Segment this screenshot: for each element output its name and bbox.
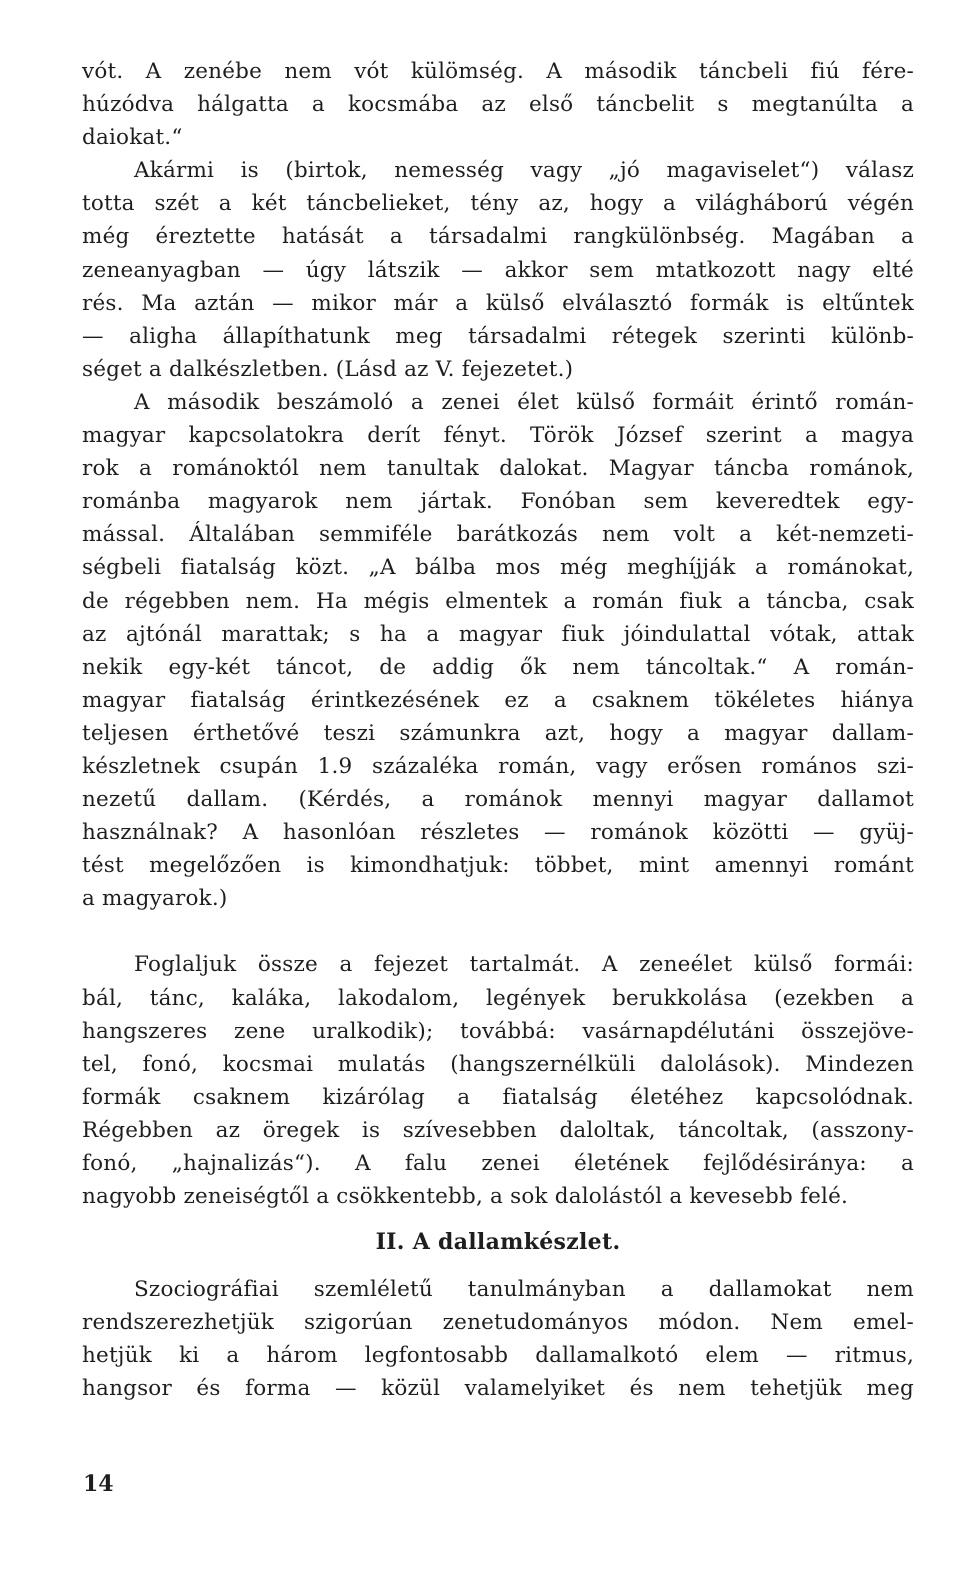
text-line: használnak? A hasonlóan részletes — románok közötti — gyüj- xyxy=(82,820,914,846)
text-line: készletnek csupán 1.9 százaléka román, vagy erősen romános szi- xyxy=(82,753,914,779)
text-line: totta szét a két táncbelieket, tény az, hogy a világháború végén xyxy=(82,191,914,217)
text-line: tést megelőzően is kimondhatjuk: többet, mint amennyi románt xyxy=(82,853,914,879)
text-line: bál, tánc, kaláka, lakodalom, legények berukkolása (ezekben a xyxy=(82,985,914,1011)
text-line: séget a dalkészletben. (Lásd az V. fejezetet.) xyxy=(82,356,574,382)
text-line: nagyobb zeneiségtől a csökkentebb, a sok dalolástól a kevesebb felé. xyxy=(82,1184,849,1210)
text-line: románba magyarok nem jártak. Fonóban sem keveredtek egy- xyxy=(82,489,914,515)
text-line: formák csaknem kizárólag a fiatalság életéhez kapcsolódnak. xyxy=(82,1084,914,1110)
text-line: de régebben nem. Ha mégis elmentek a román fiuk a táncba, csak xyxy=(82,588,914,614)
paragraph-5 xyxy=(82,1273,914,1405)
page-number: 14 xyxy=(83,1471,114,1497)
text-line: rendszerezhetjük szigorúan zenetudományos módon. Nem emel- xyxy=(82,1310,914,1336)
text-line: hetjük ki a három legfontosabb dallamalkotó elem — ritmus, xyxy=(82,1343,914,1369)
text-line: rok a románoktól nem tanultak dalokat. Magyar táncba románok, xyxy=(82,456,914,482)
paragraph-2 xyxy=(82,154,914,386)
text-line: ségbeli fiatalság közt. „A bálba mos még meghíjják a románokat, xyxy=(82,555,914,581)
text-line: zeneanyagban — úgy látszik — akkor sem mtatkozott nagy elté xyxy=(82,257,914,283)
section-heading: II. A dallamkészlet. xyxy=(375,1229,621,1256)
text-line: magyar fiatalság érintkezésének ez a csaknem tökéletes hiánya xyxy=(82,687,914,713)
text-line: a magyarok.) xyxy=(82,886,228,912)
text-line: nezetű dallam. (Kérdés, a románok mennyi magyar dallamot xyxy=(82,787,914,813)
text-line: az ajtónál marattak; s ha a magyar fiuk jóindulattal vótak, attak xyxy=(82,621,914,647)
text-line: hangsor és forma — közül valamelyiket és nem tehetjük meg xyxy=(82,1376,914,1402)
page-text-block xyxy=(82,55,914,1406)
paragraph-3 xyxy=(82,386,914,916)
text-line: hangszeres zene uralkodik); továbbá: vasárnapdélutáni összejöve- xyxy=(82,1018,914,1044)
text-line: Foglaljuk össze a fejezet tartalmát. A zeneélet külső formái: xyxy=(134,952,914,978)
paragraph-1 xyxy=(82,55,914,154)
text-line: nekik egy-két táncot, de addig ők nem táncoltak.“ A román- xyxy=(82,654,914,680)
paragraph-gap xyxy=(82,915,914,948)
text-line: Akármi is (birtok, nemesség vagy „jó magaviselet“) válasz xyxy=(134,158,914,184)
text-line: teljesen érthetővé teszi számunkra azt, hogy a magyar dallam- xyxy=(82,720,914,746)
paragraph-4 xyxy=(82,948,914,1213)
text-line: mással. Általában semmiféle barátkozás nem volt a két-nemzeti- xyxy=(82,522,914,548)
text-line: — aligha állapíthatunk meg társadalmi rétegek szerinti különb- xyxy=(82,323,914,349)
text-line: még éreztette hatását a társadalmi rangkülönbség. Magában a xyxy=(82,224,914,250)
text-line: Régebben az öregek is szívesebben daloltak, táncoltak, (asszony- xyxy=(82,1117,914,1143)
text-line: magyar kapcsolatokra derít fényt. Török József szerint a magya xyxy=(82,423,914,449)
text-line: fonó, „hajnalizás“). A falu zenei életének fejlődésiránya: a xyxy=(82,1151,914,1176)
text-line: A második beszámoló a zenei élet külső formáit érintő román- xyxy=(134,389,914,415)
text-line: vót. A zenébe nem vót külömség. A második táncbeli fiú fére- xyxy=(82,59,914,84)
text-line: tel, fonó, kocsmai mulatás (hangszernélküli dalolások). Mindezen xyxy=(82,1051,914,1077)
text-line: Szociográfiai szemléletű tanulmányban a dallamokat nem xyxy=(134,1277,914,1303)
text-line: húzódva hálgatta a kocsmába az első táncbelit s megtanúlta a xyxy=(82,92,914,118)
text-line: daiokat.“ xyxy=(82,125,183,151)
text-line: rés. Ma aztán — mikor már a külső elválasztó formák is eltűntek xyxy=(82,290,914,316)
